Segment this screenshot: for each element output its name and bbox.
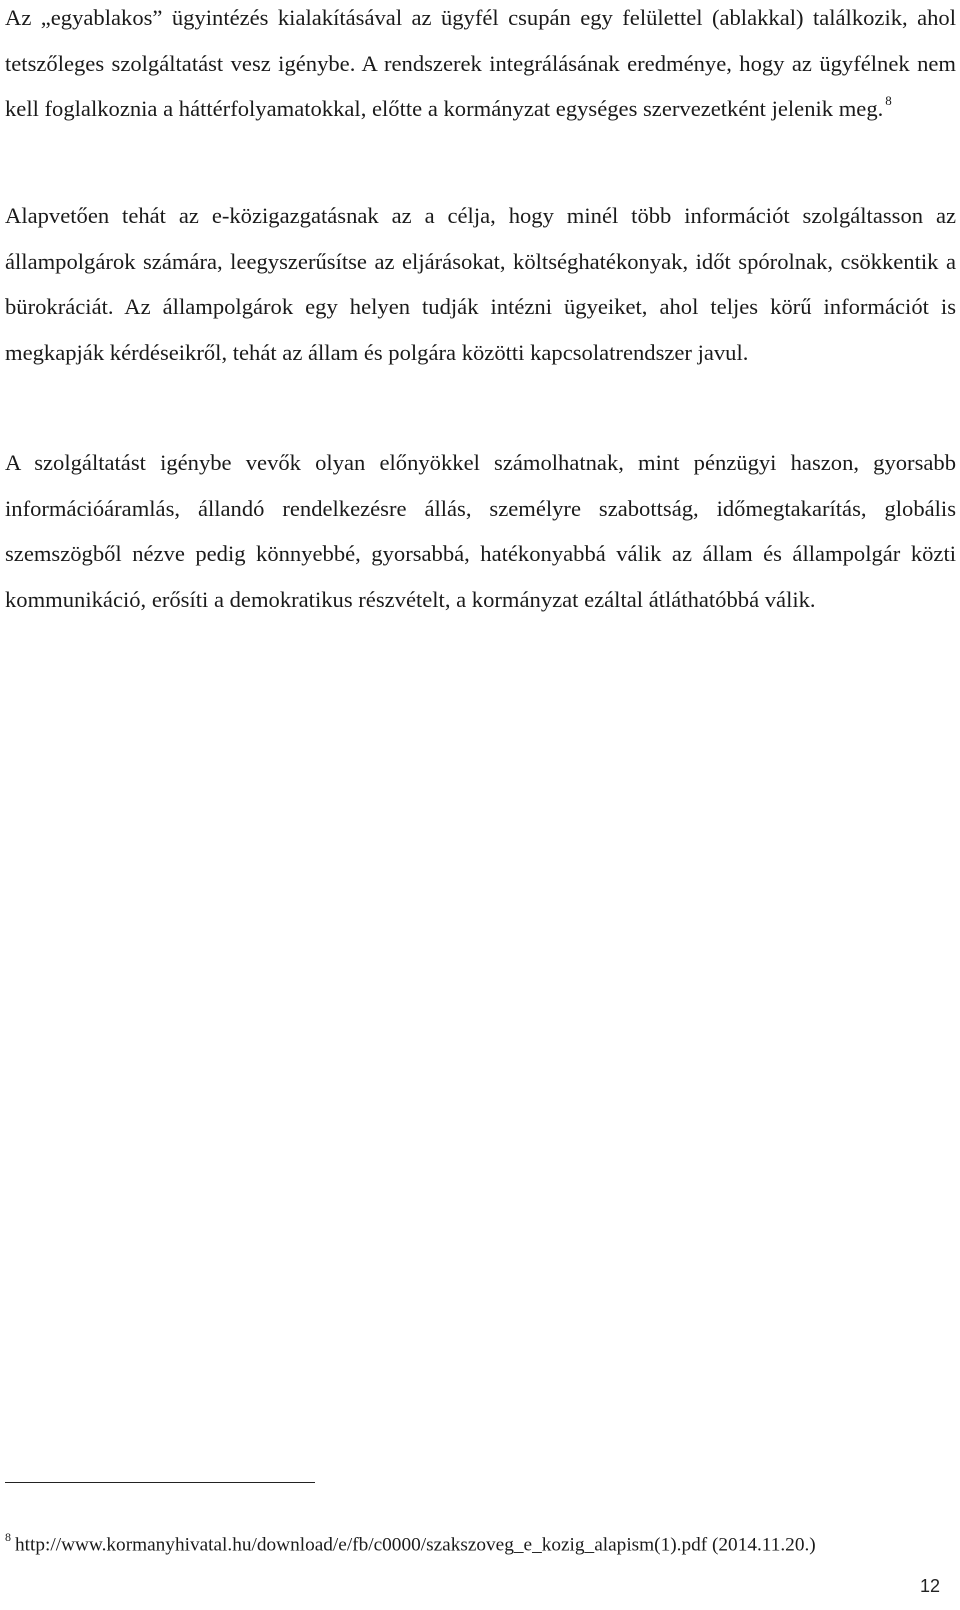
paragraph-egyablakos: [5, 0, 956, 132]
paragraph-szolgaltatas-elonyei: A szolgáltatást igénybe vevők olyan előnyökkel számolhatnak, mint pénzügyi haszon, gyorsabb információáramlás, állandó rendelkezésre állás, személyre szabottság, időmegtakarítás, globális szemszögből nézve pedig könnyebbé, gyorsabbá, hatékonyabbá válik az állam és állampolgár közti kommunikáció, erősíti a demokratikus részvételt, a kormányzat ezáltal átláthatóbbá válik.: [5, 450, 956, 612]
footnote: [5, 1527, 960, 1557]
paragraph-text: Az „egyablakos” ügyintézés kialakításával az ügyfél csupán egy felülettel (ablakkal) találkozik, ahol tetszőleges szolgáltatást vesz igénybe. A rendszerek integrálásának eredménye, hogy az ügyfélnek nem kell foglalkoznia a háttérfolyamatokkal, előtte a kormányzat egységes szervezetként jelenik meg.: [5, 5, 956, 121]
footnote-separator: [5, 1482, 315, 1483]
footnote-number: 8: [5, 1530, 11, 1544]
paragraph-e-kozigazgatas-celja: Alapvetően tehát az e-közigazgatásnak az a célja, hogy minél több információt szolgáltasson az állampolgárok számára, leegyszerűsítse az eljárásokat, költséghatékonyak, időt spórolnak, csökkentik a bürokráciát. Az állampolgárok egy helyen tudják intézni ügyeiket, ahol teljes körű információt is megkapják kérdéseikről, tehát az állam és polgára közötti kapcsolatrendszer javul.: [5, 203, 956, 365]
footnote-url[interactable]: http://www.kormanyhivatal.hu/download/e/fb/c0000/szakszoveg_e_kozig_alapism(1).pdf (2014.11.20.): [15, 1534, 816, 1556]
footnote-reference[interactable]: 8: [885, 93, 892, 109]
page-number: 12: [919, 1576, 940, 1596]
